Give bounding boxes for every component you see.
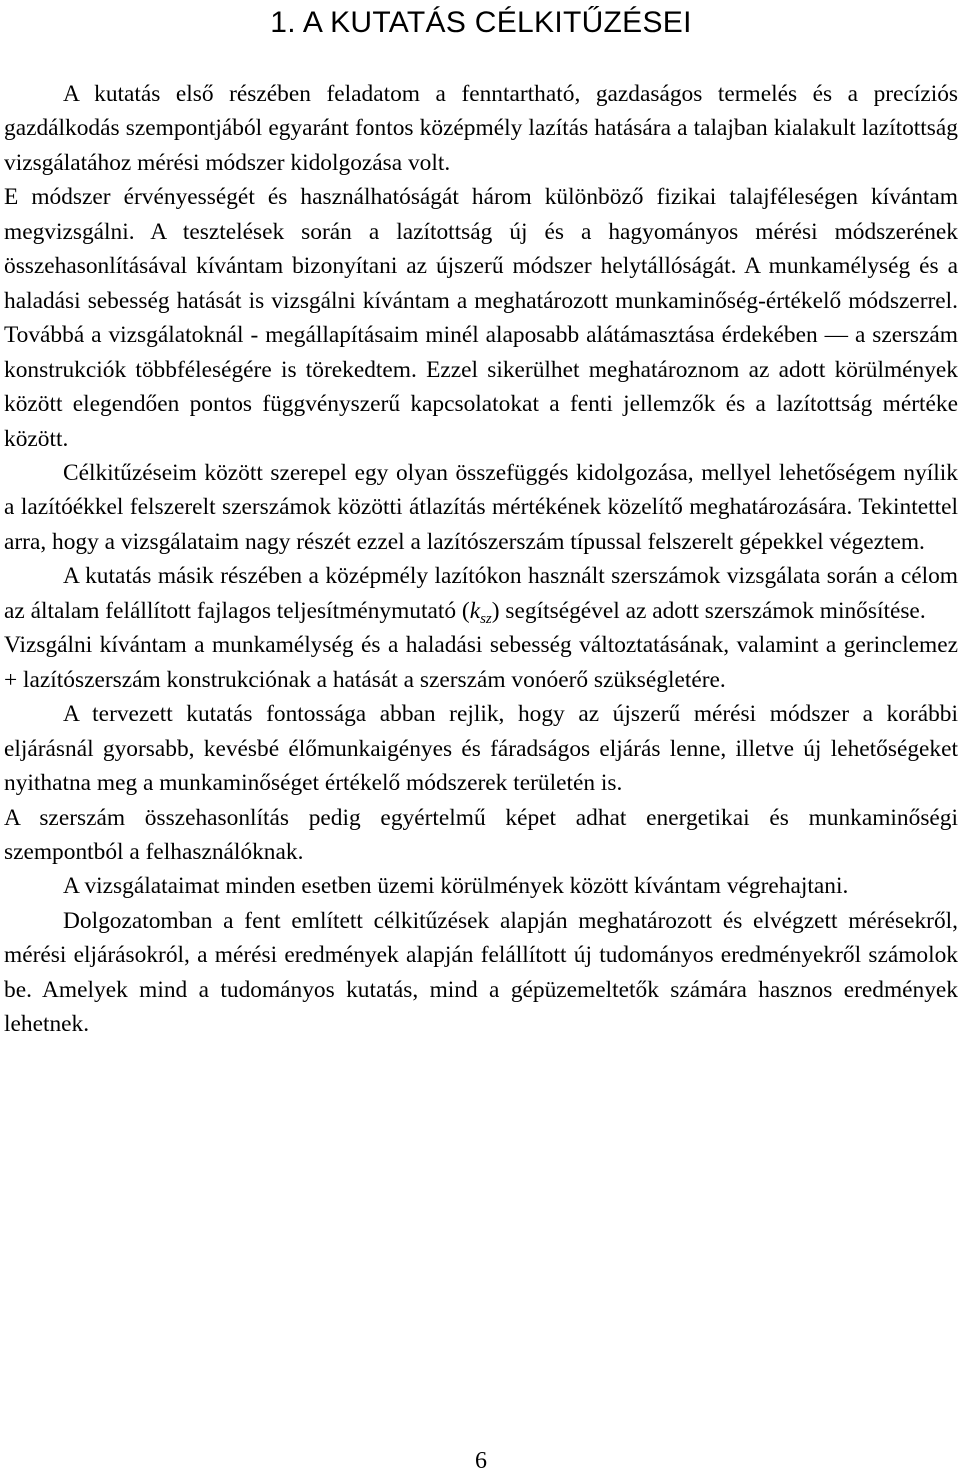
sentence: Vizsgálni kívántam a munkamélység és a haladási sebesség változtatásának, valamint a gerinclemez + lazítószerszám konstrukciónak a hatását a szerszám vonóerő szükségletére. (4, 632, 958, 693)
document-page (4, 0, 958, 1481)
formula-subscript: sz (480, 610, 492, 627)
paragraph-2 (4, 180, 958, 456)
page-number: 6 (475, 1448, 487, 1474)
sentence: A vizsgálataimat minden esetben üzemi körülmények között kívántam végrehajtani. (63, 873, 849, 900)
sentence: A kutatás első részében feladatom a fenntartható, gazdaságos termelés és a precíziós gazdálkodás szempontjából egyaránt fontos középmély lazítás hatására a talajban kialakult lazítottság vizsgálatához mérési módszer kidolgozása volt. (4, 81, 958, 176)
sentence: E módszer érvényességét és használhatóságát három különböző fizikai talajféleségen kívántam megvizsgálni. (4, 184, 958, 245)
formula-k: k (469, 597, 481, 624)
paragraph-1 (4, 77, 958, 180)
sentence: Ezzel sikerülhet meghatároznom az adott körülmények között elegendően pontos függvényszerű kapcsolatokat a fenti jellemzők és a lazítottság mértéke között. (4, 356, 958, 452)
page-title: 1. A KUTATÁS CÉLKITŰZÉSEI (270, 6, 692, 39)
sentence: Amelyek mind a tudományos kutatás, mind a gépüzemeltetők számára hasznos eredmények lehetnek. (4, 976, 958, 1038)
sentence: Dolgozatomban a fent említett célkitűzések alapján meghatározott és elvégzett mérésekről, mérési eljárásokról, a mérési eredmények alapján felállított új tudományos eredményekről számolok be. (4, 907, 958, 1003)
body-text (4, 77, 958, 1042)
sentence: Továbbá a vizsgálatoknál - megállapításaim minél alaposabb alátámasztása érdekében — a szerszám konstrukciók többféleségére is törekedtem. (4, 322, 958, 383)
paragraph-9 (4, 904, 958, 1042)
sentence: A szerszám összehasonlítás pedig egyértelmű képet adhat energetikai és munkaminőségi szempontból a felhasználóknak. (4, 804, 958, 865)
paragraph-4 (4, 559, 958, 628)
sentence: A tervezett kutatás fontossága abban rejlik, hogy az újszerű mérési módszer a korábbi eljárásnál gyorsabb, kevésbé élőmunkaigényes és fáradságos eljárás lenne, illetve új lehetőségeket nyithatna meg a munkaminőséget értékelő módszerek területén is. (4, 701, 958, 797)
paragraph-7 (4, 801, 958, 870)
sentence-after-formula: ) segítségével az adott szerszámok minősítése. (491, 597, 926, 624)
sentence: Célkitűzéseim között szerepel egy olyan összefüggés kidolgozása, mellyel lehetőségem nyílik a lazítóékkel felszerelt szerszámok közötti átlazítás mértékének közelítő meghatározására. (4, 459, 958, 521)
sentence: A tesztelések során a lazítottság új és a hagyományos mérési módszerének összehasonlításával kívántam bizonyítani az újszerű módszer helytállóságát. (4, 218, 958, 280)
sentence: Tekintettel arra, hogy a vizsgálataim nagy részét ezzel a lazítószerszám típussal felszerelt gépekkel végeztem. (4, 494, 958, 555)
sentence: A munkamélység és a haladási sebesség hatását is vizsgálni kívántam a meghatározott munkaminőség-értékelő módszerrel. (4, 253, 958, 314)
paragraph-6 (4, 697, 958, 800)
sentence-before-formula: A kutatás másik részében a középmély lazítókon használt szerszámok vizsgálata során a célom az általam felállított fajlagos teljesítménymutató ( (4, 563, 958, 624)
paragraph-3 (4, 456, 958, 559)
paragraph-5 (4, 628, 958, 697)
paragraph-8 (4, 869, 958, 903)
